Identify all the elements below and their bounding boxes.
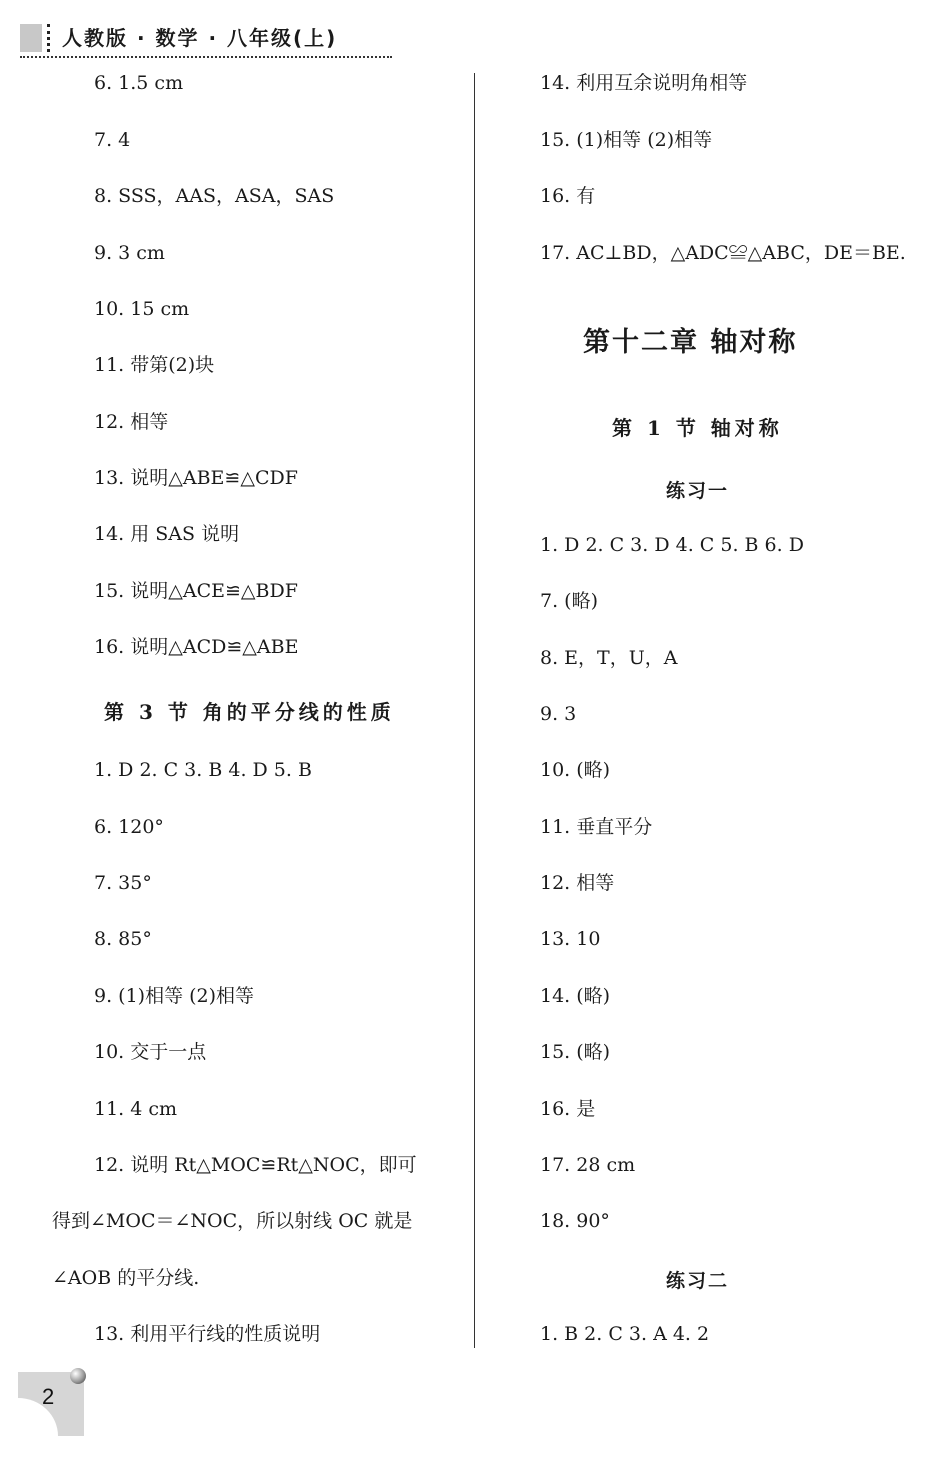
answer-line: 17. 28 cm — [540, 1154, 636, 1176]
answer-line: 14. 利用互余说明角相等 — [540, 72, 748, 94]
answer-line: 9. (1)相等 (2)相等 — [94, 985, 255, 1007]
answer-line: 13. 说明△ABE≌△CDF — [94, 467, 298, 489]
answer-line: 1. D 2. C 3. D 4. C 5. B 6. D — [540, 534, 804, 556]
answer-line: 11. 4 cm — [94, 1098, 178, 1120]
answer-line: 18. 90° — [540, 1210, 610, 1232]
answer-line: 10. 交于一点 — [94, 1041, 207, 1063]
page-number: 2 — [42, 1384, 55, 1409]
page-number-corner — [18, 1372, 84, 1436]
answer-line: 6. 120° — [94, 816, 164, 838]
answer-line: 14. (略) — [540, 985, 611, 1007]
answer-line: 1. D 2. C 3. B 4. D 5. B — [94, 759, 312, 781]
answer-line: 得到∠MOC＝∠NOC，所以射线 OC 就是 — [52, 1210, 413, 1232]
section-heading: 第 3 节 角的平分线的性质 — [104, 700, 395, 724]
answer-line: 12. 说明 Rt△MOC≌Rt△NOC，即可 — [94, 1154, 417, 1176]
answer-line: 11. 带第(2)块 — [94, 354, 215, 376]
answer-line: 10. 15 cm — [94, 298, 190, 320]
answer-line: 17. AC⊥BD，△ADC≌△ABC，DE＝BE. — [540, 242, 906, 264]
answer-line: 15. (1)相等 (2)相等 — [540, 129, 713, 151]
decorative-dot-icon — [70, 1368, 86, 1384]
answer-line: 15. 说明△ACE≌△BDF — [94, 580, 298, 602]
answer-line: 12. 相等 — [94, 411, 169, 433]
section-heading: 第 1 节 轴对称 — [612, 416, 783, 440]
answer-line: 8. 85° — [94, 928, 152, 950]
answer-line: 15. (略) — [540, 1041, 611, 1063]
answer-line: 16. 有 — [540, 185, 596, 207]
page-header — [20, 22, 392, 58]
exercise-heading: 练习二 — [666, 1270, 730, 1292]
answer-line: 6. 1.5 cm — [94, 72, 184, 94]
answer-line: 8. SSS，AAS，ASA，SAS — [94, 185, 335, 207]
answer-line: 14. 用 SAS 说明 — [94, 523, 240, 545]
header-dotted-mark — [47, 24, 50, 52]
answer-line: ∠AOB 的平分线. — [52, 1267, 200, 1289]
answer-line: 7. 35° — [94, 872, 152, 894]
answer-line: 16. 说明△ACD≌△ABE — [94, 636, 299, 658]
exercise-heading: 练习一 — [666, 480, 730, 502]
answer-line: 13. 利用平行线的性质说明 — [94, 1323, 321, 1345]
answer-line: 12. 相等 — [540, 872, 615, 894]
chapter-title: 第十二章 轴对称 — [583, 327, 798, 358]
answer-line: 13. 10 — [540, 928, 601, 950]
column-divider — [474, 73, 475, 1348]
header-marker-bar — [20, 24, 42, 52]
header-dotted-rule — [20, 56, 392, 58]
answer-line: 16. 是 — [540, 1098, 596, 1120]
book-title: 人教版 · 数学 · 八年级(上) — [62, 26, 338, 50]
answer-line: 7. 4 — [94, 129, 131, 151]
answer-line: 10. (略) — [540, 759, 611, 781]
answer-line: 11. 垂直平分 — [540, 816, 653, 838]
answer-line: 9. 3 cm — [94, 242, 165, 264]
answer-line: 7. (略) — [540, 590, 598, 612]
answer-line: 1. B 2. C 3. A 4. 2 — [540, 1323, 710, 1345]
answer-line: 9. 3 — [540, 703, 577, 725]
answer-line: 8. E，T，U，A — [540, 647, 678, 669]
